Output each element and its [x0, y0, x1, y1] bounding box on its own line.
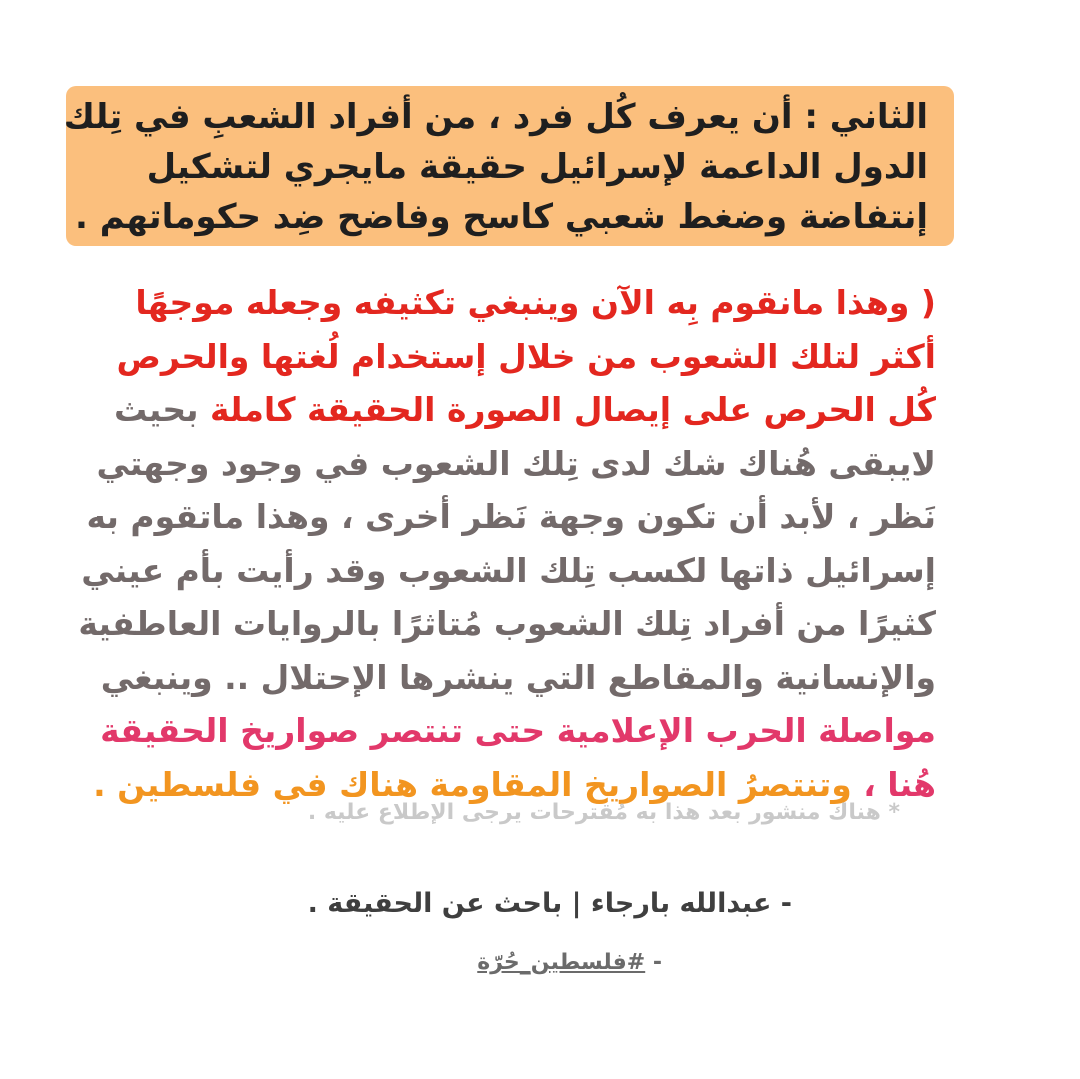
body-line-2: أكثر لتلك الشعوب من خلال إستخدام لُغتها والحرص	[116, 336, 936, 376]
body-line-4: لايبقى هُناك شك لدى تِلك الشعوب في وجود وجهتي	[96, 443, 936, 483]
body-line-10-pink: هُنا ،	[851, 764, 936, 804]
footnote: * هناك منشور بعد هذا به مُقترحات يرجى الإطلاع عليه .	[307, 800, 900, 825]
hashtag-row	[477, 950, 662, 975]
body-line-7: كثيرًا من أفراد تِلك الشعوب مُتاثرًا بالروايات العاطفية	[78, 604, 936, 643]
body-line-9: مواصلة الحرب الإعلامية حتى تنتصر صواريخ الحقيقة	[100, 711, 936, 750]
body-line-3	[96, 383, 936, 437]
body-line-1: ( وهذا مانقوم بِه الآن وينبغي تكثيفه وجعله موجهًا	[135, 283, 936, 322]
body-line-3-red: كُل الحرص على إيصال الصورة الحقيقة كاملة	[210, 390, 936, 429]
body-line-6: إسرائيل ذاتها لكسب تِلك الشعوب وقد رأيت بأم عيني	[81, 550, 936, 590]
hashtag-prefix: -	[645, 950, 662, 975]
body-line-5: نَظر ، لأبد أن تكون وجهة نَظر أخرى ، وهذا ماتقوم به	[86, 497, 936, 536]
body-line-8: والإنسانية والمقاطع التي ينشرها الإحتلال .. وينبغي	[100, 657, 936, 697]
highlighted-paragraph	[63, 86, 954, 246]
hashtag-link[interactable]: #فلسطين_حُرّة	[477, 950, 646, 975]
callout-line-1: الثاني : أن يعرف كُل فرد ، من أفراد الشعبِ في تِلك	[63, 97, 928, 137]
author-signature: - عبدالله بارجاء | باحث عن الحقيقة .	[307, 888, 792, 919]
callout-line-3: إنتفاضة وضغط شعبي كاسح وفاضح ضِد حكوماتهم .	[74, 197, 928, 237]
body-line-10-orange: وتنتصرُ الصواريخ المقاومة هناك في فلسطين .	[93, 764, 852, 804]
body-line-3-gray: بحيث	[113, 390, 211, 429]
callout-line-2: الدول الداعمة لإسرائيل حقيقة مايجري لتشكيل	[146, 147, 928, 187]
main-paragraph	[78, 276, 936, 811]
